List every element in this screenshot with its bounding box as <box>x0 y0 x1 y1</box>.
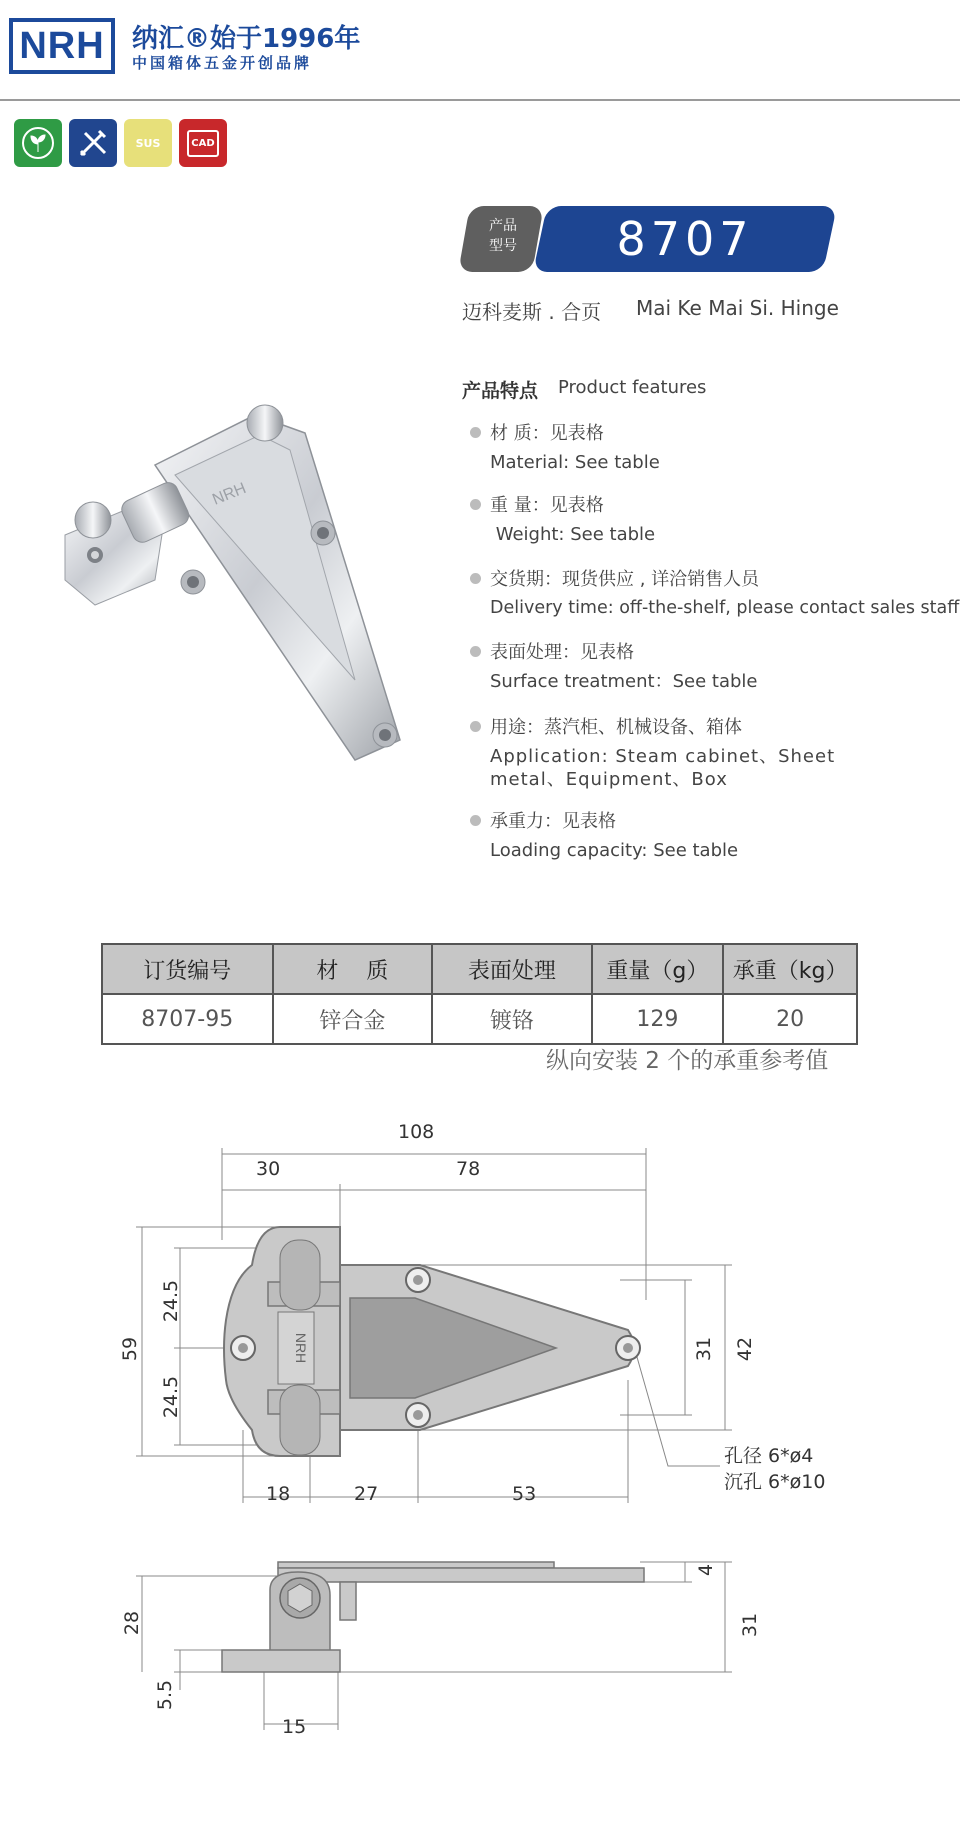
hinge-photo <box>55 395 415 765</box>
bullet-icon <box>470 815 481 826</box>
dim-upper-height: 24.5 <box>160 1279 183 1323</box>
countersink-note: 沉孔 6*ø10 <box>724 1471 826 1493</box>
hole-note: 孔径 6*ø4 <box>724 1445 814 1467</box>
feature-application: 用途：蒸汽柜、机械设备、箱体 Application: Steam cabinet、Sheet metal、Equipment、Box <box>470 713 950 799</box>
feature-surface: 表面处理：见表格 Surface treatment：See table <box>470 638 950 698</box>
table-header: 材 质 <box>273 944 433 994</box>
table-header: 承重（kg） <box>723 944 857 994</box>
spec-table <box>101 943 858 1045</box>
feature-loading: 承重力：见表格 Loading capacity: See table <box>470 807 950 867</box>
dim-a: 18 <box>266 1483 291 1505</box>
table-header: 重量（g） <box>592 944 724 994</box>
dim-left-width: 30 <box>256 1158 281 1180</box>
brand-logo[interactable]: NRH <box>9 18 115 74</box>
features-title-zh: 产品特点 <box>462 380 539 402</box>
table-header: 订货编号 <box>102 944 273 994</box>
product-name-en: Mai Ke Mai Si. Hinge <box>636 296 839 320</box>
dim-side-total: 31 <box>739 1612 762 1638</box>
dim-lower-height: 24.5 <box>160 1375 183 1419</box>
table-cell: 锌合金 <box>273 994 433 1044</box>
tools-icon <box>69 119 117 167</box>
header-divider <box>0 99 960 101</box>
dim-right-width: 78 <box>456 1158 481 1180</box>
table-cell: 镀铬 <box>432 994 591 1044</box>
feature-weight: 重 量：见表格 Weight: See table <box>470 491 950 551</box>
dim-leaf-height: 42 <box>734 1336 757 1362</box>
dim-total-height: 59 <box>119 1336 142 1362</box>
brand-slogan: 中国箱体五金开创品牌 <box>132 54 313 72</box>
bullet-icon <box>470 573 481 584</box>
bullet-icon <box>470 499 481 510</box>
dim-hole-spacing: 31 <box>693 1336 716 1362</box>
svg-text:NRH: NRH <box>210 479 249 509</box>
dim-side-offset: 5.5 <box>154 1679 177 1711</box>
table-header: 表面处理 <box>432 944 591 994</box>
feature-delivery: 交货期：现货供应 , 详洽销售人员 Delivery time: off-the-shelf, please contact sales staff <box>470 565 950 625</box>
product-name-zh: 迈科麦斯 . 合页 <box>462 300 602 324</box>
cad-icon: CAD <box>179 119 227 167</box>
dim-b: 27 <box>354 1483 379 1505</box>
feature-material: 材 质：见表格 Material: See table <box>470 419 950 479</box>
features-title-en: Product features <box>558 377 707 398</box>
brand-name: 纳汇®始于1996年 <box>132 24 361 54</box>
dim-side-height: 28 <box>121 1610 144 1636</box>
table-cell: 129 <box>592 994 724 1044</box>
table-cell: 20 <box>723 994 857 1044</box>
bullet-icon <box>470 427 481 438</box>
table-cell: 8707-95 <box>102 994 273 1044</box>
bullet-icon <box>470 721 481 732</box>
dim-side-width: 15 <box>282 1716 307 1738</box>
table-header-row <box>102 944 857 994</box>
table-row <box>102 994 857 1044</box>
sus-icon: SUS <box>124 119 172 167</box>
table-note: 纵向安装 2 个的承重参考值 <box>546 1048 829 1074</box>
eco-leaf-icon <box>14 119 62 167</box>
dim-total-width: 108 <box>398 1121 435 1143</box>
model-label: 产品 型号 <box>489 218 517 254</box>
dim-thickness: 4 <box>695 1563 718 1577</box>
technical-drawing <box>0 1100 960 1820</box>
dim-c: 53 <box>512 1483 537 1505</box>
hinge-logo-mark: NRH <box>293 1332 309 1364</box>
model-number: 8707 <box>616 212 754 266</box>
bullet-icon <box>470 646 481 657</box>
